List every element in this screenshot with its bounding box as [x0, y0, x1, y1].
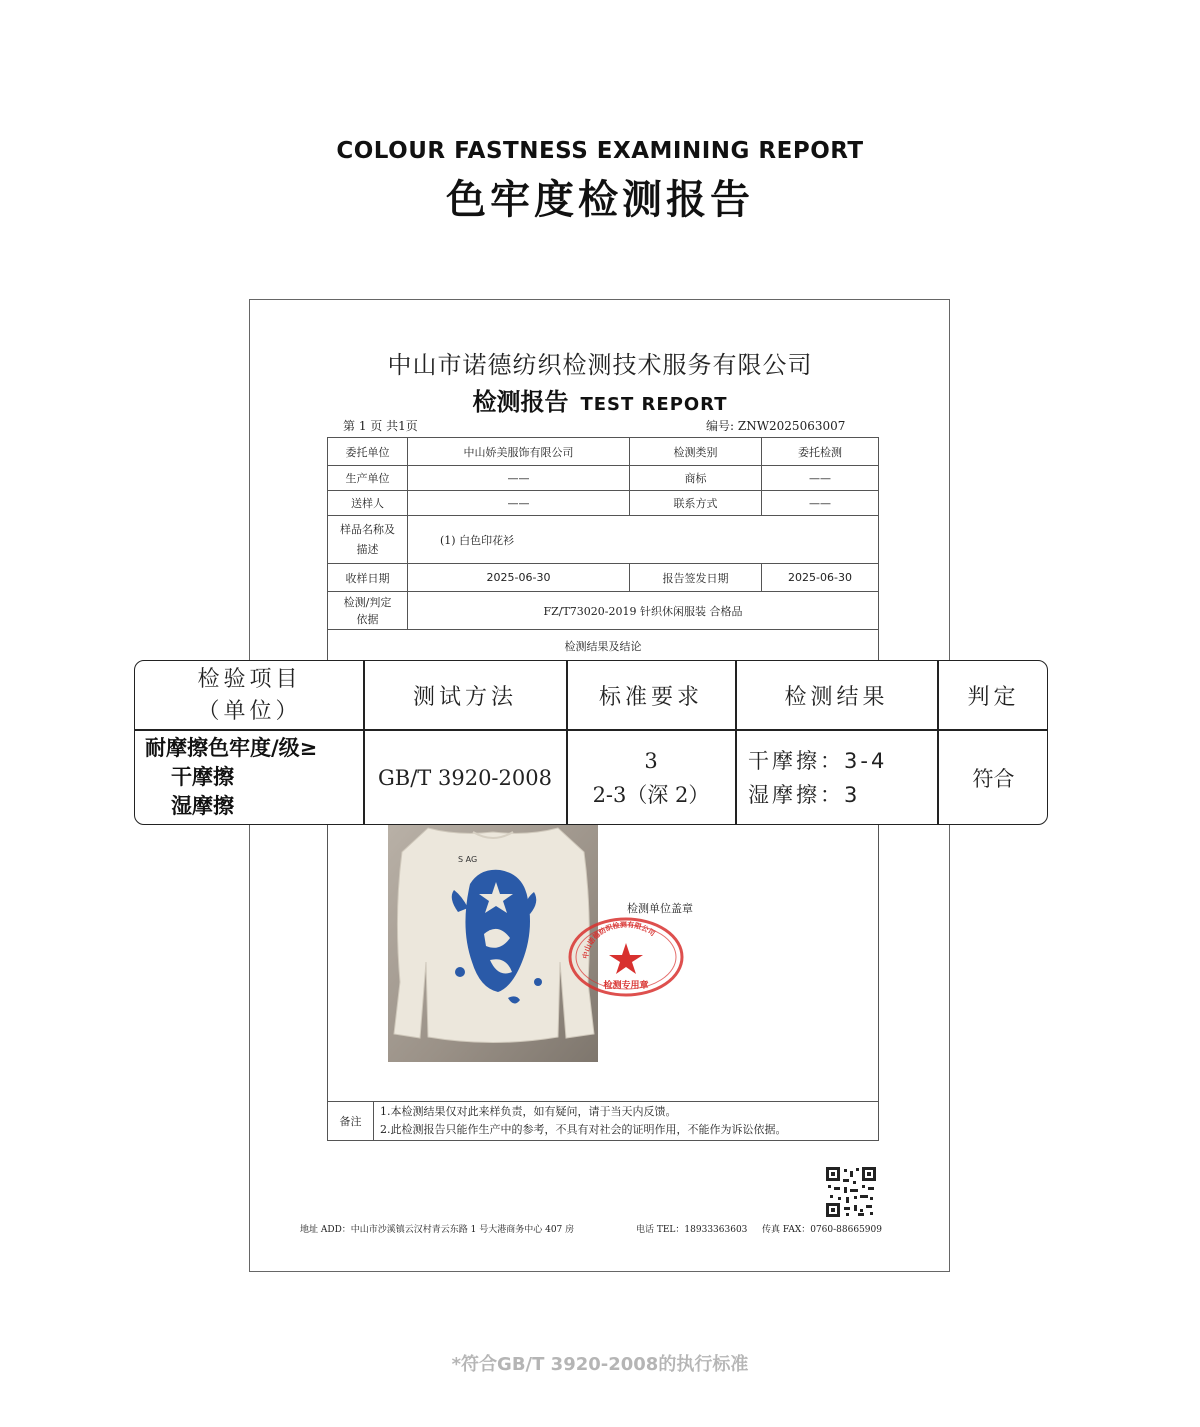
- contact-value: ——: [761, 490, 879, 516]
- basis-label: 检测/判定依据: [327, 591, 408, 630]
- issued-date-label: 报告签发日期: [629, 563, 762, 592]
- brand-value: ——: [761, 465, 879, 491]
- test-type-label: 检测类别: [629, 437, 762, 466]
- client-value: 中山娇美服饰有限公司: [407, 437, 630, 466]
- row-item-dry: 干摩擦: [171, 765, 234, 789]
- row-verdict: 符合: [972, 766, 1015, 791]
- results-table: [134, 660, 1048, 825]
- row-requirement: [567, 731, 735, 824]
- report-number: 编号: ZNW2025063007: [706, 419, 846, 433]
- address: 地址 ADD：中山市沙溪镇云汉村青云东路 1 号大港商务中心 407 房: [300, 1225, 575, 1235]
- notes-label: 备注: [327, 1101, 374, 1141]
- footnote: *符合GB/T 3920-2008的执行标准: [451, 1354, 749, 1375]
- header-item: [135, 661, 364, 730]
- report-title: [0, 382, 1200, 417]
- received-date-value: 2025-06-30: [407, 563, 630, 592]
- note-2: 2.此检测报告只能作生产中的参考，不具有对社会的证明作用，不能作为诉讼依据。: [380, 1123, 787, 1136]
- header-requirement: 标准要求: [598, 685, 703, 710]
- header-item-line2: （单位）: [197, 698, 302, 724]
- issued-date-value: 2025-06-30: [761, 563, 879, 592]
- row-result-dry: 干摩擦：3-4: [748, 748, 888, 773]
- contact-label: 联系方式: [629, 490, 762, 516]
- report-title-cn: 检测报告: [472, 388, 569, 416]
- row-req-wet: 2-3（深 2）: [592, 782, 710, 807]
- page-header-cn: 色牢度检测报告: [446, 177, 754, 223]
- producer-label: 生产单位: [327, 465, 408, 491]
- results-heading: 检测结果及结论: [327, 629, 879, 663]
- basis-value: FZ/T73020-2019 针织休闲服装 合格品: [407, 591, 879, 630]
- sender-value: ——: [407, 490, 630, 516]
- header-verdict: 判定: [967, 685, 1020, 710]
- row-result-wet: 湿摩擦：3: [748, 782, 861, 807]
- sender-label: 送样人: [327, 490, 408, 516]
- sample-label: 样品名称及描述: [327, 515, 408, 564]
- brand-label: 商标: [629, 465, 762, 491]
- received-date-label: 收样日期: [327, 563, 408, 592]
- page-info: 第 1 页 共1页: [343, 419, 418, 433]
- fax: 传真 FAX：0760-88665909: [762, 1225, 882, 1235]
- stamp-bottom-text: 检测专用章: [603, 981, 649, 991]
- header-item-line1: 检验项目: [197, 666, 302, 692]
- official-stamp: [566, 915, 686, 997]
- row-method: GB/T 3920-2008: [378, 765, 552, 790]
- row-req-dry: 3: [644, 748, 658, 773]
- report-title-en: TEST REPORT: [580, 394, 728, 415]
- client-label: 委托单位: [327, 437, 408, 466]
- page-header-en: COLOUR FASTNESS EXAMINING REPORT: [336, 138, 864, 164]
- notes-content: [373, 1101, 879, 1141]
- phone: 电话 TEL：18933363603: [636, 1225, 748, 1235]
- row-item: [135, 731, 364, 824]
- header-method: 测试方法: [412, 685, 517, 710]
- row-item-main: 耐摩擦色牢度/级≥: [145, 736, 318, 760]
- company-name: 中山市诺德纺织检测技术服务有限公司: [387, 351, 813, 379]
- row-result: [736, 731, 937, 824]
- header-result: 检测结果: [784, 685, 889, 710]
- shirt-print-text: S AG: [458, 855, 478, 864]
- producer-value: ——: [407, 465, 630, 491]
- sample-value: (1) 白色印花衫: [407, 515, 879, 564]
- note-1: 1.本检测结果仅对此来样负责，如有疑问，请于当天内反馈。: [380, 1105, 677, 1118]
- stamp-star: [609, 943, 643, 974]
- stamp-ring-text: 中山诺德纺织检测有限公司: [581, 920, 657, 960]
- stamp-label: 检测单位盖章: [627, 902, 693, 915]
- test-type-value: 委托检测: [761, 437, 879, 466]
- qr-code: [826, 1167, 876, 1217]
- row-item-wet: 湿摩擦: [171, 794, 234, 818]
